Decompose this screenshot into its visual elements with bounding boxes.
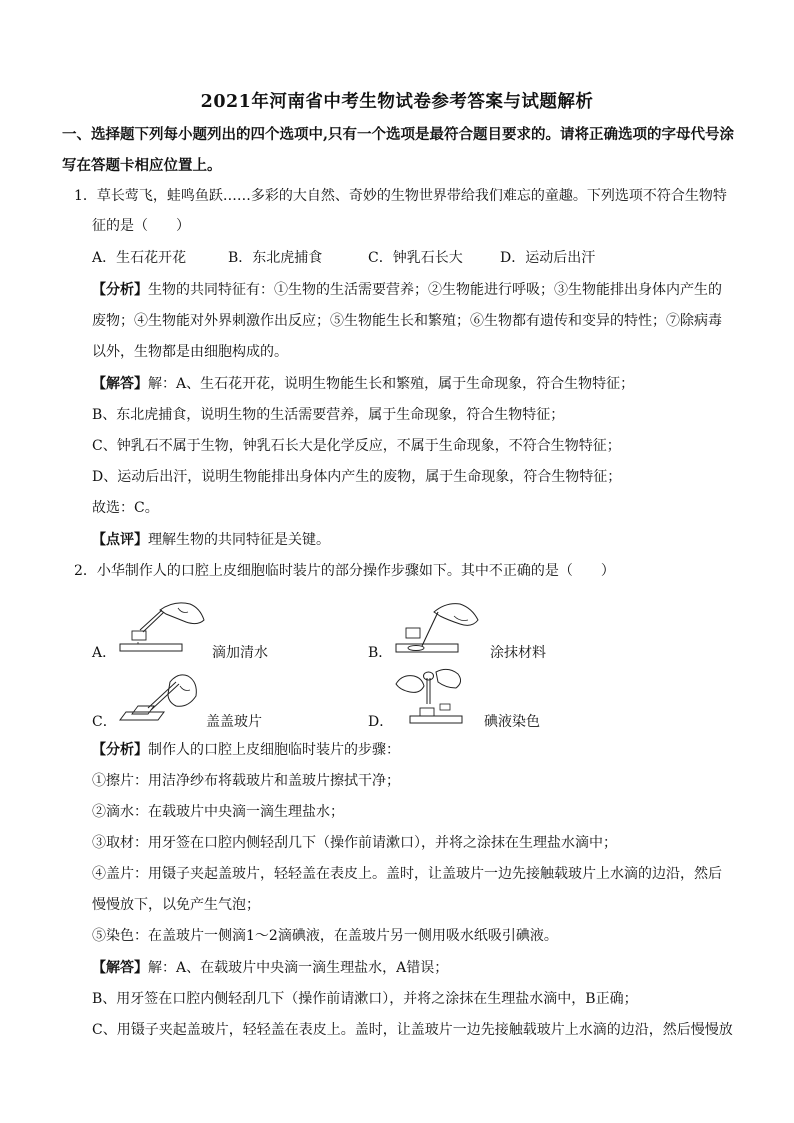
page-title: 2021年河南省中考生物试卷参考答案与试题解析	[200, 92, 594, 112]
q2-option-b-illustration	[394, 598, 484, 660]
q1-answer-line-5: 故选：C。	[92, 500, 159, 516]
q1-analysis-line-3: 以外，生物都是由细胞构成的。	[92, 344, 288, 360]
q2-option-c-caption: 盖盖玻片	[206, 714, 262, 730]
q2-option-a-letter: A．	[92, 645, 117, 661]
q2-option-a-caption: 滴加清水	[212, 645, 268, 661]
q1-comment	[92, 530, 732, 550]
q2-analysis-step-4: ④盖片：用镊子夹起盖玻片，轻轻盖在表皮上。盖时，让盖玻片一边先接触载玻片上水滴的边沿，然后	[92, 866, 722, 882]
comment-text: 理解生物的共同特征是关键。	[148, 532, 330, 548]
q2-analysis-step-1: ①擦片：用洁净纱布将载玻片和盖玻片擦拭干净；	[92, 773, 400, 789]
analysis-text: 制作人的口腔上皮细胞临时装片的步骤：	[148, 742, 400, 758]
q2-answer-line-3: C、用镊子夹起盖玻片，轻轻盖在表皮上。盖时，让盖玻片一边先接触载玻片上水滴的边沿，然后慢慢放	[92, 1022, 733, 1038]
q1-answer	[92, 374, 732, 394]
q2-option-d-caption: 碘液染色	[484, 714, 540, 730]
q1-analysis	[92, 280, 732, 300]
answer-tag: 【解答】	[92, 960, 148, 976]
q2-option-b-caption: 涂抹材料	[490, 645, 546, 661]
q2-stem: 2．小华制作人的口腔上皮细胞临时装片的部分操作步骤如下。其中不正确的是（ ）	[74, 563, 615, 579]
q1-option-c: C．钟乳石长大	[368, 250, 463, 266]
q2-option-b-letter: B．	[368, 645, 393, 661]
answer-text: 解：A、生石花开花，说明生物能生长和繁殖，属于生命现象，符合生物特征；	[148, 376, 635, 392]
answer-text: 解：A、在载玻片中央滴一滴生理盐水，A错误；	[148, 960, 449, 976]
q1-option-d: D．运动后出汗	[500, 250, 596, 266]
q1-answer-line-3: C、钟乳石不属于生物，钟乳石长大是化学反应，不属于生命现象，不符合生物特征；	[92, 438, 621, 454]
q1-option-a: A．生石花开花	[92, 250, 187, 266]
q2-analysis-step-2: ②滴水：在载玻片中央滴一滴生理盐水；	[92, 804, 344, 820]
q1-analysis-line-2: 废物；④生物能对外界刺激作出反应；⑤生物能生长和繁殖；⑥生物都有遗传和变异的特性；⑦除病毒	[92, 313, 722, 329]
q2-option-c-letter: C．	[92, 714, 117, 730]
q1-option-b: B．东北虎捕食	[228, 250, 323, 266]
analysis-tag: 【分析】	[92, 282, 148, 298]
q1-stem-cont: 征的是（ ）	[92, 218, 190, 234]
comment-tag: 【点评】	[92, 532, 148, 548]
q1-stem: 1．草长莺飞，蛙鸣鱼跃……多彩的大自然、奇妙的生物世界带给我们难忘的童趣。下列选项不符合生物特	[74, 188, 727, 204]
q1-answer-line-2: B、东北虎捕食，说明生物的生活需要营养，属于生命现象，符合生物特征；	[92, 407, 565, 423]
q1-answer-line-4: D、运动后出汗，说明生物能排出身体内产生的废物，属于生命现象，符合生物特征；	[92, 469, 622, 485]
q2-option-a-illustration	[118, 598, 208, 658]
section-heading: 一、选择题下列每小题列出的四个选项中,只有一个选项是最符合题目要求的。请将正确选项的字母代号涂	[62, 126, 735, 143]
analysis-text: 生物的共同特征有：①生物的生活需要营养；②生物能进行呼吸；③生物能排出身体内产生的	[148, 282, 722, 298]
q2-analysis-step-5: ⑤染色：在盖玻片一侧滴1～2滴碘液，在盖玻片另一侧用吸水纸吸引碘液。	[92, 928, 558, 944]
q2-answer	[92, 958, 732, 978]
q2-option-d-illustration	[392, 664, 470, 730]
q2-option-d-letter: D．	[368, 714, 394, 730]
q2-answer-line-2: B、用牙签在口腔内侧轻刮几下（操作前请漱口），并将之涂抹在生理盐水滴中，B正确；	[92, 991, 638, 1007]
q2-analysis	[92, 740, 732, 760]
q2-analysis-step-4-cont: 慢慢放下，以免产生气泡；	[92, 897, 260, 913]
q2-option-c-illustration	[118, 668, 200, 730]
answer-tag: 【解答】	[92, 376, 148, 392]
analysis-tag: 【分析】	[92, 742, 148, 758]
q2-analysis-step-3: ③取材：用牙签在口腔内侧轻刮几下（操作前请漱口），并将之涂抹在生理盐水滴中；	[92, 835, 617, 851]
section-heading-cont: 写在答题卡相应位置上。	[62, 157, 222, 174]
